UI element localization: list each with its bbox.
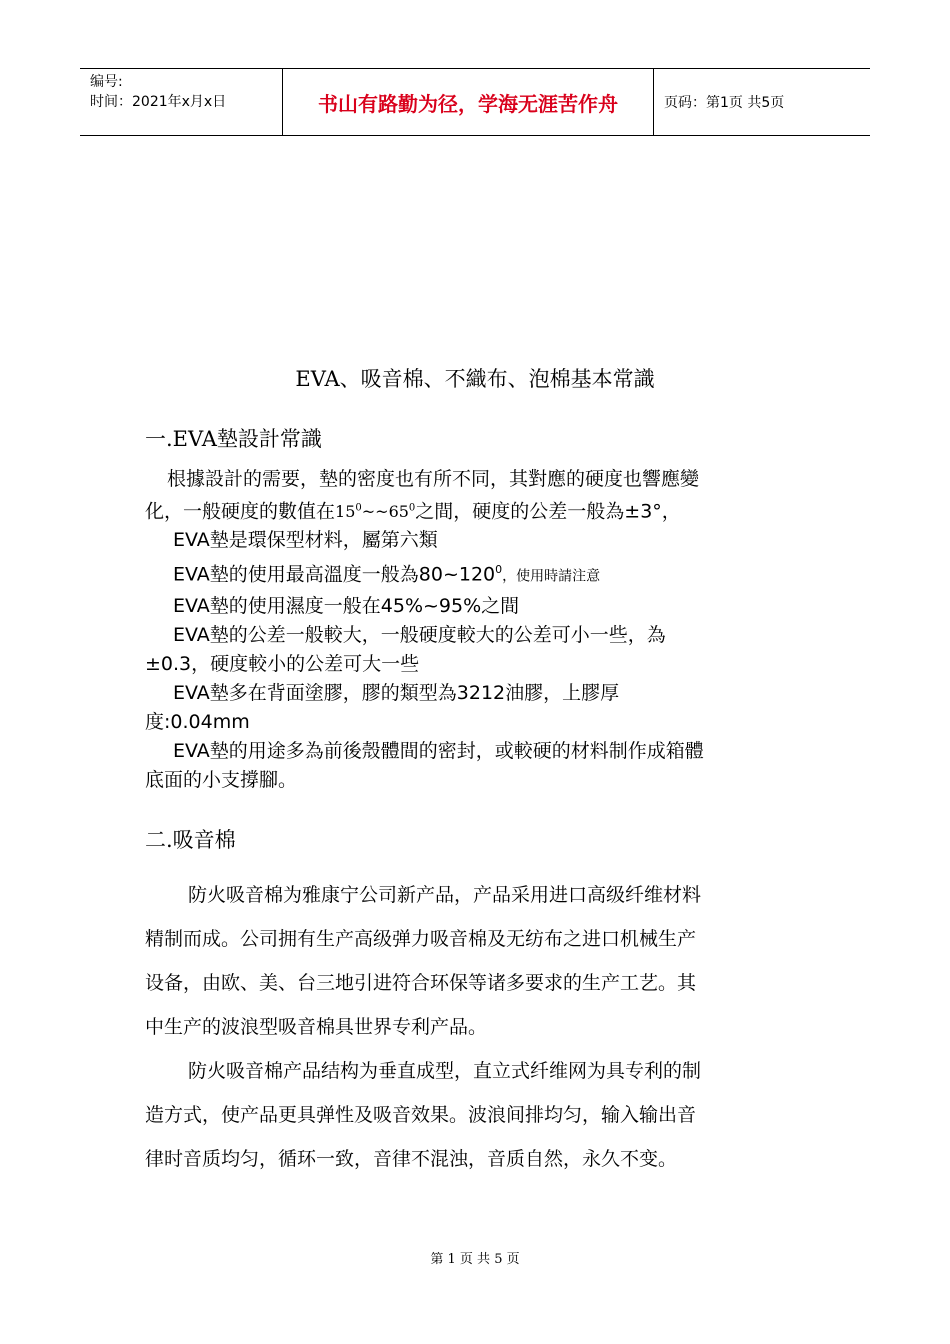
paragraph-line: 设备，由欧、美、台三地引进符合环保等诸多要求的生产工艺。其 [145,972,697,994]
paragraph-line: EVA墊多在背面塗膠，膠的類型為3212油膠，上膠厚 [173,681,620,704]
paragraph-line: 底面的小支撐腳。 [145,768,298,791]
header-page-info: 页码：第1页 共5页 [664,95,785,111]
paragraph-line: EVA墊的公差一般較大，一般硬度較大的公差可小一些，為 [173,623,666,646]
paragraph-line: ±0.3，硬度較小的公差可大一些 [145,652,420,675]
paragraph-line: 造方式，使产品更具弹性及吸音效果。波浪间排均匀，输入输出音 [145,1104,697,1126]
paragraph-line: 防火吸音棉为雅康宁公司新产品，产品采用进口高级纤维材料 [188,884,702,906]
document-title: EVA、吸音棉、不織布、泡棉基本常識 [295,367,655,391]
section-heading-sound-foam: 二.吸音棉 [145,828,236,852]
header-table [80,68,870,136]
header-meta [80,69,282,135]
paragraph-line: 防火吸音棉产品结构为垂直成型，直立式纤维网为具专利的制 [188,1060,702,1082]
section-heading-eva: 一.EVA墊設計常識 [145,427,322,451]
section-sound-foam-body [145,873,810,1181]
paragraph-line: 精制而成。公司拥有生产高级弹力吸音棉及无纺布之进口机械生产 [145,928,697,950]
paragraph-line: 中生产的波浪型吸音棉具世界专利产品。 [145,1016,488,1038]
paragraph-line: EVA墊的用途多為前後殼體間的密封，或較硬的材料制作成箱體 [173,739,704,762]
document-date: 时间：2021年x月x日 [90,94,227,110]
paragraph-line: EVA墊的使用濕度一般在45%~95%之間 [173,594,520,617]
paragraph-line: 根據設計的需要，墊的密度也有所不同，其對應的硬度也響應變 [167,468,700,490]
paragraph-line: 化，一般硬度的數值在$15^0\sim\sim 65^0$之間，硬度的公差一般為±3°， [145,500,681,523]
paragraph-line: EVA墊是環保型材料，屬第六類 [173,529,438,552]
header-motto: 书山有路勤为径，学海无涯苦作舟 [282,69,654,135]
document-number-label: 编号: [90,74,123,90]
section-eva-body [145,465,810,795]
paragraph-line: 律时音质均匀，循环一致，音律不混浊，音质自然，永久不变。 [145,1148,678,1170]
page-footer: 第 1 页 共 5 页 [430,1252,520,1267]
paragraph-line: EVA墊的使用最高溫度一般為$80\sim 120^0$，使用時請注意 [173,563,601,586]
paragraph-line: 度:0.04mm [145,710,250,733]
